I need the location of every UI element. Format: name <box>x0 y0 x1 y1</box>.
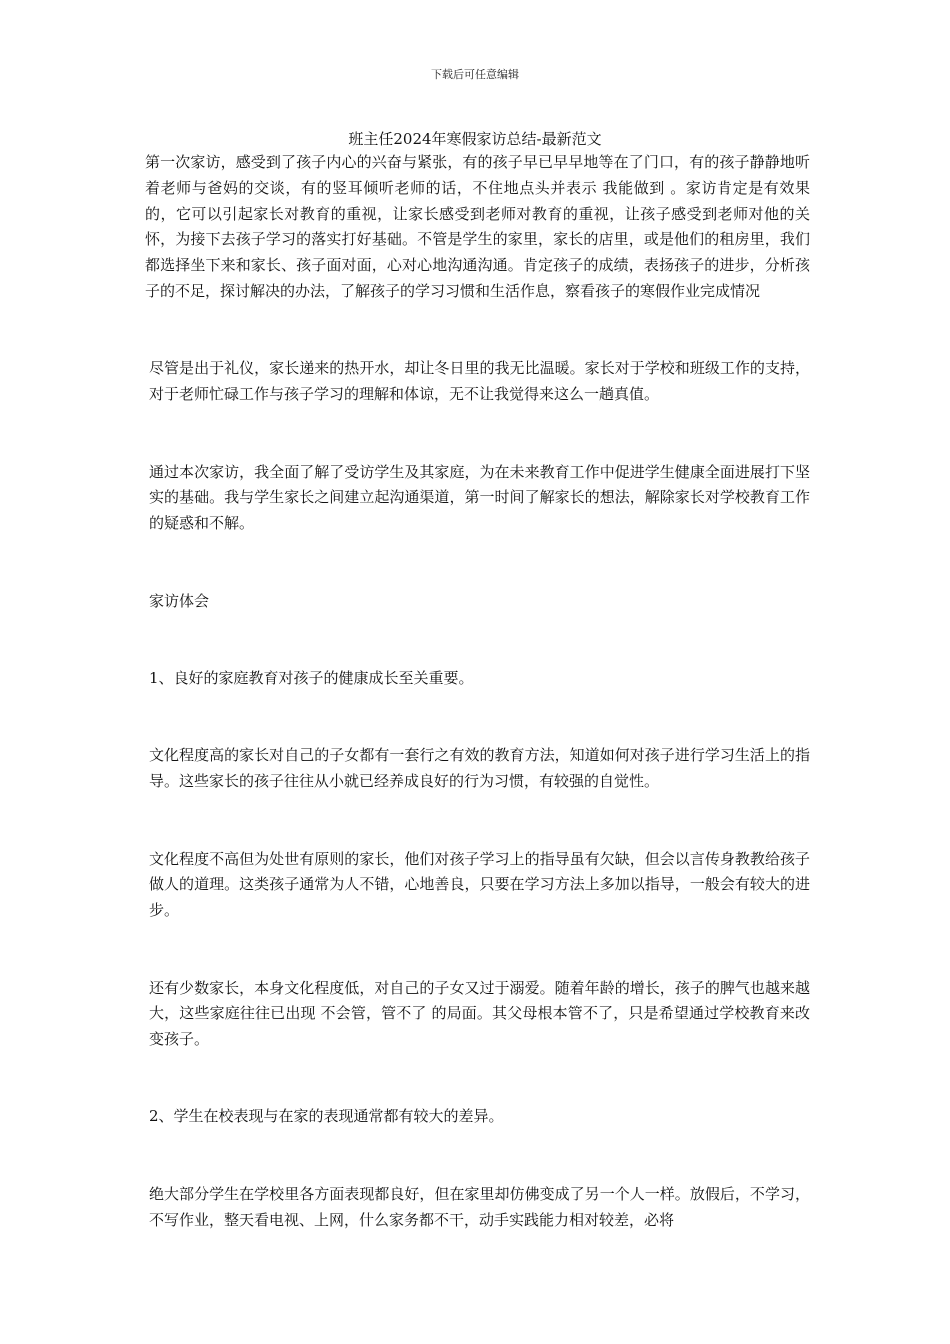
document-title: 班主任2024年寒假家访总结-最新范文 <box>348 130 602 148</box>
paragraph-educated-parents: 文化程度高的家长对自己的子女都有一套行之有效的教育方法，知道如何对孩子进行学习生活上的指导。这些家长的孩子往往从小就已经养成良好的行为习惯，有较强的自觉性。 <box>149 746 810 791</box>
paragraph-doting-parents: 还有少数家长，本身文化程度低，对自己的子女又过于溺爱。随着年龄的增长，孩子的脾气也越来越大，这些家庭往往已出现 不会管，管不了 的局面。其父母根本管不了，只是希望通过学校教育来改变孩子。 <box>149 978 810 1049</box>
paragraph-first-visit: 第一次家访，感受到了孩子内心的兴奋与紧张，有的孩子早已早早地等在了门口，有的孩子静静地听着老师与爸妈的交谈，有的竖耳倾听老师的话，不住地点头并表示 我能做到 。家访肯定是有效果的，它可以引起家长对教育的重视，让家长感受到老师对教育的重视，让孩子感受到老师对他的关怀，为接下去孩子学习的落实打好基础。不管是学生的家里，家长的店里，或是他们的租房里，我们都选择坐下来和家长、孩子面对面，心对心地沟通沟通。肯定孩子的成绩，表扬孩子的进步，分析孩子的不足，探讨解决的办法，了解孩子的学习习惯和生活作息，察看孩子的寒假作业完成情况 <box>145 153 810 300</box>
paragraph-warmth: 尽管是出于礼仪，家长递来的热开水，却让冬日里的我无比温暖。家长对于学校和班级工作的支持，对于老师忙碌工作与孩子学习的理解和体谅，无不让我觉得来这么一趟真值。 <box>149 359 810 404</box>
point-heading-2: 2、学生在校表现与在家的表现通常都有较大的差异。 <box>149 1107 504 1126</box>
document-body <box>145 150 810 1233</box>
page-header: 下载后可任意编辑 <box>431 68 519 81</box>
paragraph-behavior-difference: 绝大部分学生在学校里各方面表现都良好，但在家里却仿佛变成了另一个人一样。放假后，不学习，不写作业，整天看电视、上网，什么家务都不干，动手实践能力相对较差，必将 <box>149 1184 810 1229</box>
paragraph-principled-parents: 文化程度不高但为处世有原则的家长，他们对孩子学习上的指导虽有欠缺，但会以言传身教教给孩子做人的道理。这类孩子通常为人不错，心地善良，只要在学习方法上多加以指导，一般会有较大的进步。 <box>149 849 810 920</box>
point-heading-1: 1、良好的家庭教育对孩子的健康成长至关重要。 <box>149 668 474 687</box>
paragraph-summary: 通过本次家访，我全面了解了受访学生及其家庭，为在未来教育工作中促进学生健康全面进展打下坚实的基础。我与学生家长之间建立起沟通渠道，第一时间了解家长的想法，解除家长对学校教育工作的疑惑和不解。 <box>149 462 810 533</box>
section-heading: 家访体会 <box>149 591 210 610</box>
